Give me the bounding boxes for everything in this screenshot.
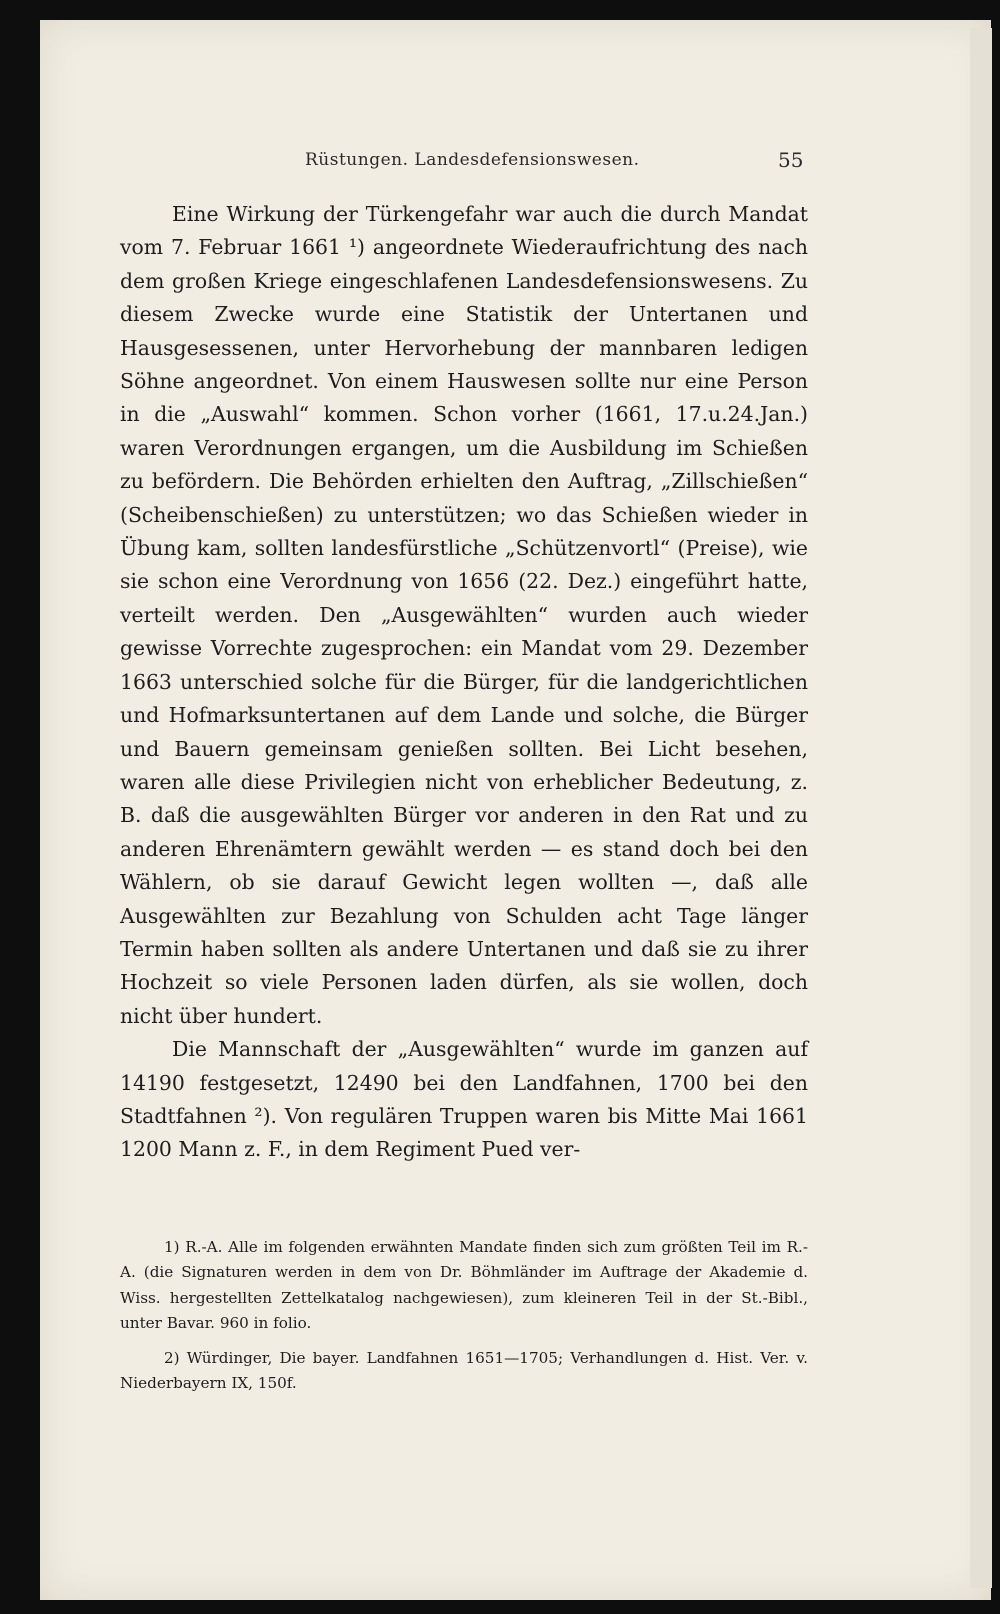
footnotes (120, 1235, 808, 1405)
footnote: 1) R.-A. Alle im folgenden erwähnten Mandate finden sich zum größten Teil im R.-A. (die Signaturen werden in dem von Dr. Böhmländer im Auftrage der Akademie d. Wiss. hergestellten Zettelkatalog nachgewiesen), zum kleineren Teil in der St.-Bibl., unter Bavar. 960 in folio. (120, 1238, 808, 1333)
main-text (120, 198, 808, 1167)
paragraph: Eine Wirkung der Türkengefahr war auch die durch Mandat vom 7. Februar 1661 ¹) angeordnete Wiederaufrichtung des nach dem großen Kriege eingeschlafenen Landesdefensionswesens. Zu diesem Zwecke wurde eine Statistik der Untertanen und Hausgesessenen, unter Hervorhebung der mannbaren ledigen Söhne angeordnet. Von einem Hauswesen sollte nur eine Person in die „Auswahl“ kommen. Schon vorher (1661, 17.u.24.Jan.) waren Verordnungen ergangen, um die Ausbildung im Schießen zu befördern. Die Behörden erhielten den Auftrag, „Zillschießen“ (Scheibenschießen) zu unterstützen; wo das Schießen wieder in Übung kam, sollten landesfürstliche „Schützenvortl“ (Preise), wie sie schon eine Verordnung von 1656 (22. Dez.) eingeführt hatte, verteilt werden. Den „Ausgewählten“ wurden auch wieder gewisse Vorrechte zugesprochen: ein Mandat vom 29. Dezember 1663 unterschied solche für die Bürger, für die landgerichtlichen und Hofmarksuntertanen auf dem Lande und solche, die Bürger und Bauern gemeinsam genießen sollten. Bei Licht besehen, waren alle diese Privilegien nicht von erheblicher Bedeutung, z. B. daß die ausgewählten Bürger vor anderen in den Rat und zu anderen Ehrenämtern gewählt werden — es stand doch bei den Wählern, ob sie darauf Gewicht legen wollten —, daß alle Ausgewählten zur Bezahlung von Schulden acht Tage länger Termin haben sollten als andere Untertanen und daß sie zu ihrer Hochzeit so viele Personen laden dürfen, als sie wollen, doch nicht über hundert. (120, 202, 808, 1028)
paragraph: Die Mannschaft der „Ausgewählten“ wurde im ganzen auf 14190 festgesetzt, 12490 bei den Landfahnen, 1700 bei den Stadtfahnen ²). Von regulären Truppen waren bis Mitte Mai 1661 1200 Mann z. F., in dem Regiment Pued ver- (120, 1037, 808, 1162)
footnote: 2) Würdinger, Die bayer. Landfahnen 1651—1705; Verhandlungen d. Hist. Ver. v. Niederbayern IX, 150f. (120, 1348, 808, 1393)
running-head: Rüstungen. Landesdefensionswesen. (305, 150, 640, 170)
page-number: 55 (778, 148, 804, 172)
page-edge (970, 28, 992, 1588)
